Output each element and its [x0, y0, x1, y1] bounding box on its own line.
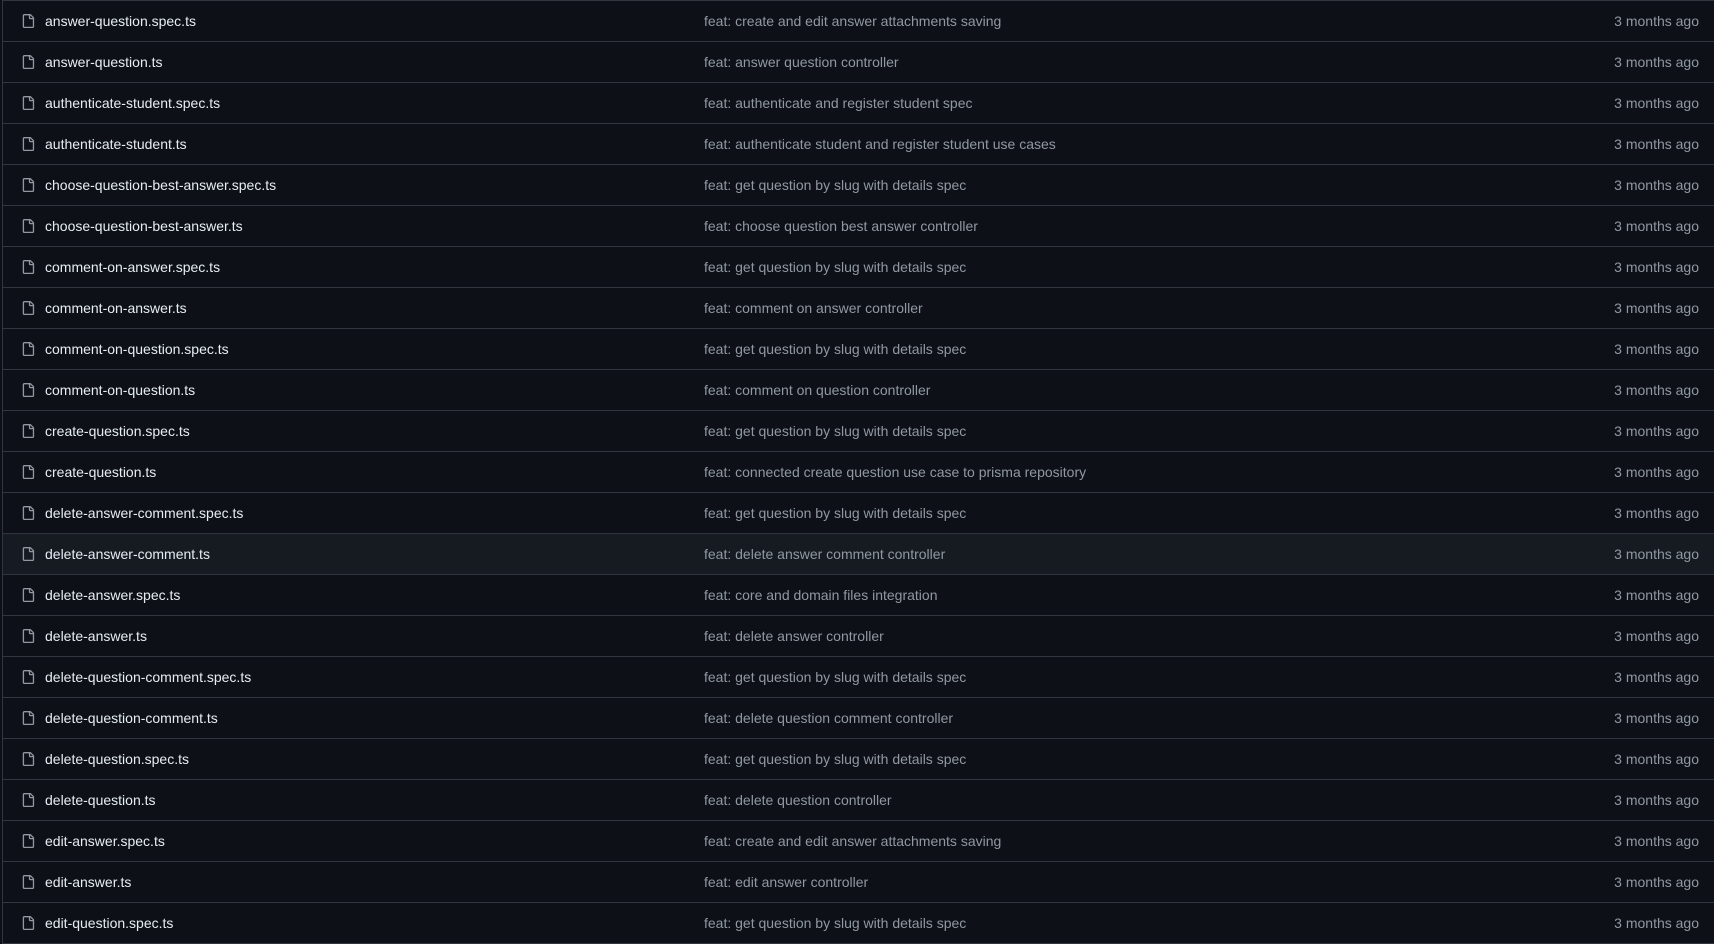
file-row[interactable]	[3, 165, 1714, 206]
commit-message-link[interactable]: feat: edit answer controller	[704, 874, 869, 890]
commit-message-link[interactable]: feat: comment on question controller	[704, 382, 931, 398]
commit-age: 3 months ago	[1614, 464, 1699, 480]
commit-age: 3 months ago	[1614, 382, 1699, 398]
commit-age: 3 months ago	[1614, 546, 1699, 562]
file-name-link[interactable]: comment-on-question.ts	[45, 382, 196, 398]
commit-message-link[interactable]: feat: connected create question use case to prisma repository	[704, 464, 1087, 480]
file-icon	[21, 710, 35, 726]
file-name-link[interactable]: answer-question.spec.ts	[45, 13, 196, 29]
file-name-link[interactable]: create-question.ts	[45, 464, 157, 480]
file-name-link[interactable]: delete-question-comment.ts	[45, 710, 218, 726]
file-row[interactable]	[3, 42, 1714, 83]
commit-age: 3 months ago	[1614, 833, 1699, 849]
commit-message-link[interactable]: feat: get question by slug with details spec	[704, 177, 967, 193]
file-row[interactable]	[3, 493, 1714, 534]
commit-message-link[interactable]: feat: core and domain files integration	[704, 587, 938, 603]
file-name-link[interactable]: authenticate-student.ts	[45, 136, 187, 152]
file-row[interactable]	[3, 247, 1714, 288]
commit-age: 3 months ago	[1614, 874, 1699, 890]
commit-age: 3 months ago	[1614, 218, 1699, 234]
commit-age: 3 months ago	[1614, 259, 1699, 275]
commit-message-link[interactable]: feat: authenticate student and register student use cases	[704, 136, 1056, 152]
file-list	[2, 0, 1714, 944]
file-row[interactable]	[3, 698, 1714, 739]
file-icon	[21, 792, 35, 808]
commit-message-link[interactable]: feat: get question by slug with details spec	[704, 259, 967, 275]
commit-age: 3 months ago	[1614, 341, 1699, 357]
file-row[interactable]	[3, 821, 1714, 862]
file-row[interactable]	[3, 452, 1714, 493]
file-row[interactable]	[3, 575, 1714, 616]
file-row[interactable]	[3, 657, 1714, 698]
file-name-link[interactable]: answer-question.ts	[45, 54, 163, 70]
commit-message-link[interactable]: feat: comment on answer controller	[704, 300, 923, 316]
commit-age: 3 months ago	[1614, 505, 1699, 521]
file-row[interactable]	[3, 862, 1714, 903]
commit-message-link[interactable]: feat: choose question best answer controller	[704, 218, 978, 234]
file-row[interactable]	[3, 206, 1714, 247]
file-row[interactable]	[3, 411, 1714, 452]
file-icon	[21, 382, 35, 398]
file-name-link[interactable]: delete-question.spec.ts	[45, 751, 189, 767]
file-icon	[21, 341, 35, 357]
file-name-link[interactable]: edit-answer.ts	[45, 874, 132, 890]
file-row[interactable]	[3, 739, 1714, 780]
commit-message-link[interactable]: feat: get question by slug with details spec	[704, 751, 967, 767]
file-name-link[interactable]: choose-question-best-answer.ts	[45, 218, 243, 234]
file-row[interactable]	[3, 124, 1714, 165]
commit-age: 3 months ago	[1614, 710, 1699, 726]
commit-message-link[interactable]: feat: get question by slug with details spec	[704, 341, 967, 357]
file-row[interactable]	[3, 329, 1714, 370]
file-icon	[21, 218, 35, 234]
commit-message-link[interactable]: feat: delete question comment controller	[704, 710, 954, 726]
file-icon	[21, 177, 35, 193]
file-icon	[21, 505, 35, 521]
commit-age: 3 months ago	[1614, 423, 1699, 439]
file-row[interactable]	[3, 903, 1714, 944]
file-icon	[21, 915, 35, 931]
commit-age: 3 months ago	[1614, 792, 1699, 808]
file-row[interactable]	[3, 1, 1714, 42]
file-row[interactable]	[3, 534, 1714, 575]
file-name-link[interactable]: edit-question.spec.ts	[45, 915, 174, 931]
commit-message-link[interactable]: feat: delete question controller	[704, 792, 892, 808]
commit-age: 3 months ago	[1614, 177, 1699, 193]
file-icon	[21, 423, 35, 439]
commit-age: 3 months ago	[1614, 300, 1699, 316]
commit-message-link[interactable]: feat: create and edit answer attachments saving	[704, 833, 1002, 849]
file-name-link[interactable]: delete-answer-comment.ts	[45, 546, 210, 562]
file-row[interactable]	[3, 83, 1714, 124]
file-name-link[interactable]: create-question.spec.ts	[45, 423, 190, 439]
commit-message-link[interactable]: feat: authenticate and register student spec	[704, 95, 973, 111]
commit-age: 3 months ago	[1614, 54, 1699, 70]
commit-message-link[interactable]: feat: get question by slug with details spec	[704, 915, 967, 931]
file-icon	[21, 751, 35, 767]
file-name-link[interactable]: comment-on-question.spec.ts	[45, 341, 229, 357]
file-icon	[21, 833, 35, 849]
file-row[interactable]	[3, 616, 1714, 657]
commit-message-link[interactable]: feat: delete answer controller	[704, 628, 884, 644]
commit-age: 3 months ago	[1614, 587, 1699, 603]
file-icon	[21, 259, 35, 275]
file-name-link[interactable]: delete-answer.ts	[45, 628, 147, 644]
file-name-link[interactable]: delete-answer.spec.ts	[45, 587, 181, 603]
commit-message-link[interactable]: feat: get question by slug with details spec	[704, 423, 967, 439]
file-row[interactable]	[3, 780, 1714, 821]
file-row[interactable]	[3, 370, 1714, 411]
commit-age: 3 months ago	[1614, 915, 1699, 931]
file-icon	[21, 13, 35, 29]
file-icon	[21, 54, 35, 70]
file-icon	[21, 546, 35, 562]
file-name-link[interactable]: comment-on-answer.ts	[45, 300, 187, 316]
file-icon	[21, 95, 35, 111]
commit-message-link[interactable]: feat: get question by slug with details spec	[704, 505, 967, 521]
commit-message-link[interactable]: feat: get question by slug with details spec	[704, 669, 967, 685]
file-icon	[21, 587, 35, 603]
commit-age: 3 months ago	[1614, 136, 1699, 152]
file-name-link[interactable]: authenticate-student.spec.ts	[45, 95, 221, 111]
commit-age: 3 months ago	[1614, 95, 1699, 111]
file-icon	[21, 874, 35, 890]
file-row[interactable]	[3, 288, 1714, 329]
commit-age: 3 months ago	[1614, 669, 1699, 685]
commit-message-link[interactable]: feat: answer question controller	[704, 54, 899, 70]
commit-age: 3 months ago	[1614, 13, 1699, 29]
file-icon	[21, 669, 35, 685]
file-icon	[21, 628, 35, 644]
file-name-link[interactable]: delete-question-comment.spec.ts	[45, 669, 252, 685]
file-name-link[interactable]: delete-answer-comment.spec.ts	[45, 505, 244, 521]
file-icon	[21, 300, 35, 316]
file-icon	[21, 464, 35, 480]
commit-age: 3 months ago	[1614, 751, 1699, 767]
file-name-link[interactable]: choose-question-best-answer.spec.ts	[45, 177, 277, 193]
file-name-link[interactable]: edit-answer.spec.ts	[45, 833, 165, 849]
commit-age: 3 months ago	[1614, 628, 1699, 644]
file-name-link[interactable]: comment-on-answer.spec.ts	[45, 259, 221, 275]
commit-message-link[interactable]: feat: create and edit answer attachments saving	[704, 13, 1002, 29]
commit-message-link[interactable]: feat: delete answer comment controller	[704, 546, 946, 562]
file-name-link[interactable]: delete-question.ts	[45, 792, 156, 808]
file-icon	[21, 136, 35, 152]
